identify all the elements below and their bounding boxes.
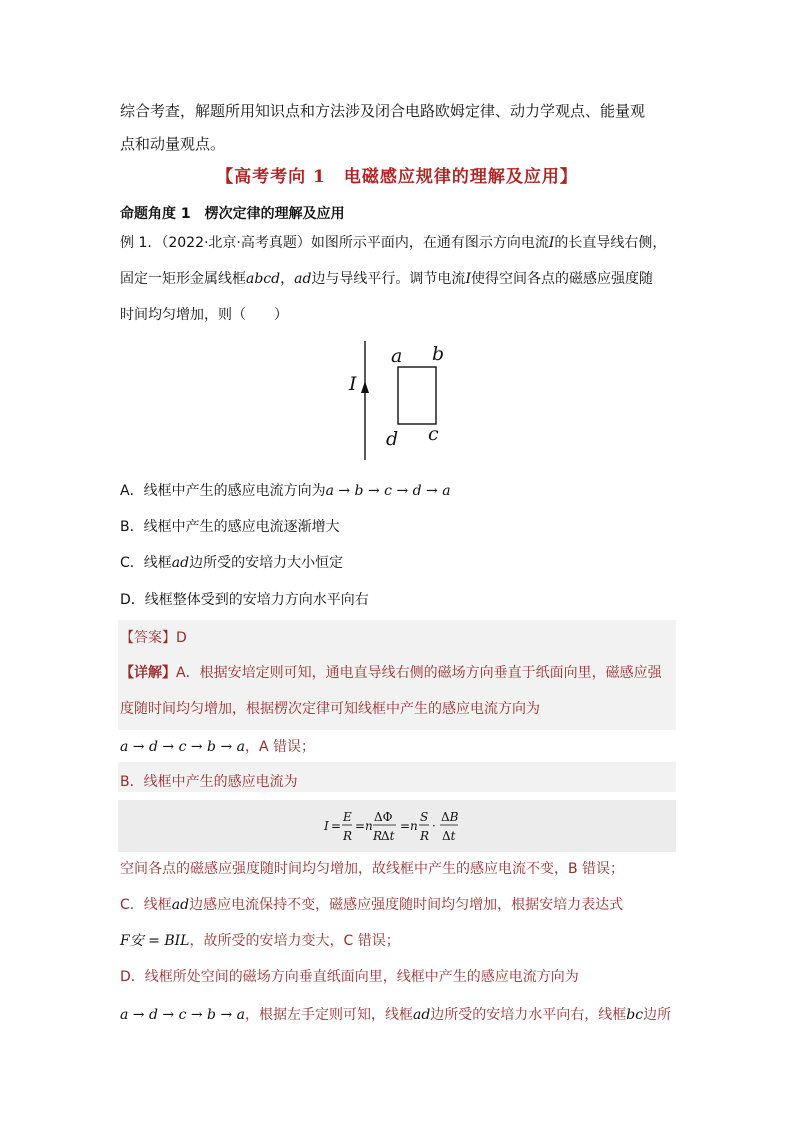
formula-n-1: n: [365, 819, 373, 833]
detail-d-line: D．线框所处空间的磁场方向垂直纸面向里，线框中产生的感应电流方向为: [120, 969, 579, 985]
formula-I: I: [324, 819, 329, 833]
option-a: [120, 480, 451, 500]
seq-1: a → d → c → b → a: [120, 739, 245, 755]
intro-line-2: 点和动量观点。: [120, 135, 226, 153]
option-c-suffix: 边所受的安培力大小恒定: [189, 555, 344, 571]
subheading: 命题角度 1 楞次定律的理解及应用: [120, 206, 345, 222]
example-line-2: [120, 268, 653, 288]
formula-eq-2: =: [355, 819, 366, 833]
answer-label: 【答案】D: [120, 630, 187, 646]
formula-eq-3: =: [400, 819, 411, 833]
formula-svg: [322, 803, 482, 849]
detail-label: 【详解】: [120, 665, 176, 681]
section-title: 【高考考向 1 电磁感应规律的理解及应用】: [216, 167, 578, 187]
example-line2b: 边与导线平行。调节电流: [311, 271, 466, 287]
option-c-ad: ad: [171, 555, 190, 571]
detail-c-line: [120, 894, 623, 914]
detail-c-prefix: C．线框: [120, 897, 172, 913]
seq-2-rest: 边所受的安培力水平向右，线框: [430, 1007, 627, 1023]
detail-f-line: [120, 930, 400, 950]
seq-2-mid: ，根据左手定则可知，线框: [244, 1007, 413, 1023]
current-arrow-icon: [361, 381, 369, 393]
var-ad: ad: [294, 271, 312, 287]
detail-c-ad: ad: [171, 897, 190, 913]
formula-R: R: [343, 829, 353, 843]
option-b: B．线框中产生的感应电流逐渐增大: [120, 519, 340, 535]
example-rest1: 的长直导线右侧，: [554, 235, 667, 251]
formula-n-2: n: [410, 819, 418, 833]
seq-2-end: 边所: [643, 1007, 672, 1023]
option-c-prefix: C．线框: [120, 555, 172, 571]
formula-E: E: [343, 810, 352, 824]
detail-line-2: 度随时间均匀增加，根据楞次定律可知线框中产生的感应电流方向为: [120, 701, 540, 717]
f-expression: F安 = BIL: [120, 933, 190, 949]
example-prefix: 例 1．（2022·北京·高考真题）如图所示平面内，在通有图示方向电流: [120, 235, 549, 251]
seq-1-suffix: ，A 错误；: [244, 739, 316, 755]
var-abcd: abcd: [246, 271, 281, 287]
detail-b-line: B．线框中产生的感应电流为: [120, 774, 298, 790]
formula-dt-2: Δt: [442, 829, 456, 843]
formula-S: S: [420, 810, 429, 824]
figure-label-I: I: [349, 373, 357, 395]
option-a-sequence: a → b → c → d → a: [325, 483, 451, 499]
example-line-3: 时间均匀增加，则（ ）: [120, 307, 288, 323]
intro-line-1: 综合考查，解题所用知识点和方法涉及闭合电路欧姆定律、动力学观点、能量观: [120, 102, 646, 120]
option-d: D．线框整体受到的安培力方向水平向右: [120, 592, 369, 608]
example-line2a: 固定一矩形金属线框: [120, 271, 246, 287]
formula-dt-1: Δt: [381, 829, 395, 843]
var-I-2: I: [465, 271, 471, 287]
figure-label-c: c: [428, 423, 439, 445]
figure-label-b: b: [432, 343, 445, 365]
after-formula: 空间各点的磁感应强度随时间均匀增加，故线框中产生的感应电流不变，B 错误；: [120, 861, 625, 877]
detail-c-rest: 边感应电流保持不变，磁感应强度随时间均匀增加，根据安培力表达式: [189, 897, 624, 913]
detail-seq-1: [120, 736, 315, 756]
formula-dB: ΔB: [441, 810, 459, 824]
figure-label-d: d: [386, 428, 399, 450]
example-line2c: 使得空间各点的磁感应强度随: [470, 271, 653, 287]
formula-dot: ·: [432, 819, 436, 833]
option-c: [120, 552, 343, 572]
detail-text-1: A．根据安培定则可知，通电直导线右侧的磁场方向垂直于纸面向里，磁感应强: [176, 665, 662, 681]
rectangular-loop: [398, 367, 436, 424]
detail-line-1: [120, 662, 662, 682]
example-line-1: [120, 232, 666, 252]
f-suffix: ，故所受的安培力变大，C 错误；: [189, 933, 400, 949]
seq-2: a → d → c → b → a: [120, 1007, 245, 1023]
var-I: I: [548, 235, 555, 251]
seq-2-ad: ad: [412, 1007, 431, 1023]
figure-label-a: a: [391, 345, 403, 367]
formula-R-2: R: [420, 829, 430, 843]
example-comma: ，: [280, 271, 295, 287]
formula-dphi: ΔΦ: [374, 810, 393, 824]
formula-rdt: R: [373, 829, 383, 843]
seq-2-bc: bc: [626, 1007, 644, 1023]
detail-seq-2: [120, 1004, 671, 1024]
formula-eq-1: =: [331, 819, 342, 833]
option-a-text: A．线框中产生的感应电流方向为: [120, 483, 326, 499]
